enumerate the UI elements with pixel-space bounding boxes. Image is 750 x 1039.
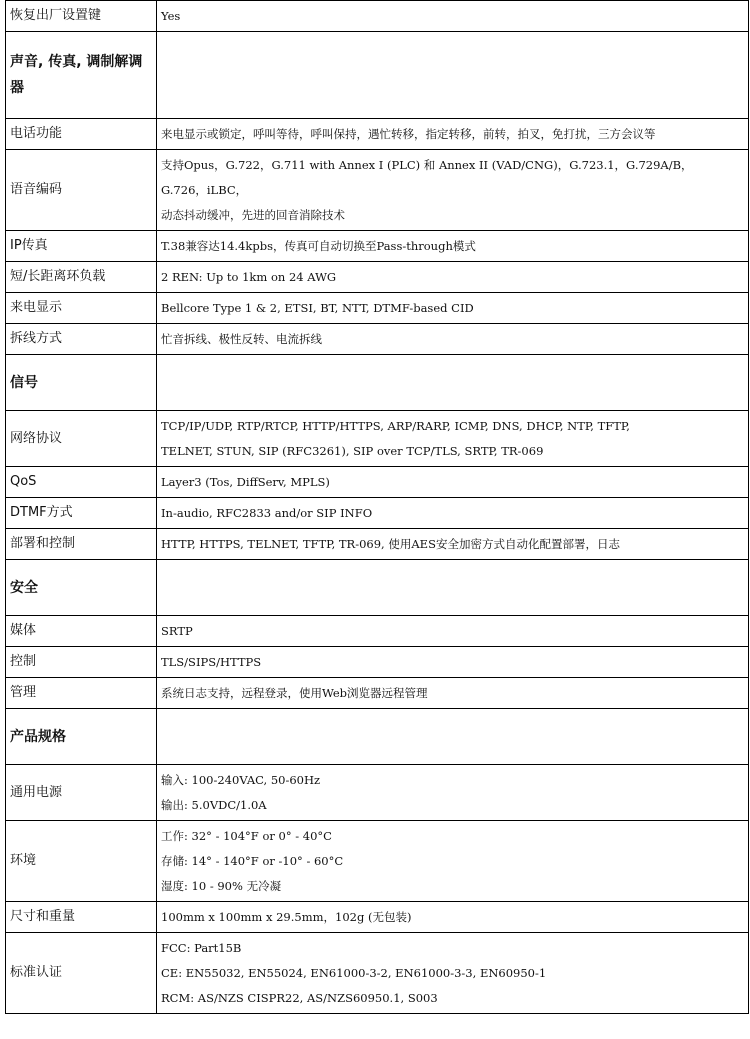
spec-row [6,933,749,1014]
spec-value-line: RCM: AS/NZS CISPR22, AS/NZS60950.1, S003 [161,990,438,1005]
spec-value [157,467,749,498]
spec-label: 标准认证 [6,933,157,1014]
spec-value-line: Bellcore Type 1 & 2, ETSI, BT, NTT, DTMF-based CID [161,301,474,315]
spec-row [6,411,749,467]
spec-value [157,765,749,821]
section-header-row [6,355,749,411]
spec-value [157,529,749,560]
spec-value-line: Yes [161,9,181,23]
spec-value-line: 忙音拆线、极性反转、电流拆线 [161,332,322,346]
spec-value [157,293,749,324]
spec-label: 控制 [6,647,157,678]
spec-value-line: CE: EN55032, EN55024, EN61000-3-2, EN61000-3-3, EN60950-1 [161,965,547,980]
spec-row [6,765,749,821]
spec-value [157,902,749,933]
spec-value-line: 来电显示或锁定，呼叫等待，呼叫保持，遇忙转移，指定转移，前转，拍叉，免打扰，三方会议等 [161,127,656,141]
spec-value [157,678,749,709]
spec-row [6,616,749,647]
spec-label: 媒体 [6,616,157,647]
spec-value [157,616,749,647]
spec-value-line: In-audio, RFC2833 and/or SIP INFO [161,506,373,520]
spec-value-line: TCP/IP/UDP, RTP/RTCP, HTTP/HTTPS, ARP/RARP, ICMP, DNS, DHCP, NTP, TFTP, [161,418,630,433]
spec-value-line: 输入: 100-240VAC, 50-60Hz [161,772,321,787]
spec-value [157,150,749,231]
spec-row [6,293,749,324]
section-blank-cell [157,709,749,765]
spec-row [6,529,749,560]
spec-value-line: G.726，iLBC， [161,182,248,197]
spec-value [157,119,749,150]
spec-row [6,231,749,262]
spec-label: 管理 [6,678,157,709]
spec-label: 环境 [6,821,157,902]
spec-value-line: Layer3 (Tos, DiffServ, MPLS) [161,475,330,489]
spec-row [6,1,749,32]
spec-label: 电话功能 [6,119,157,150]
spec-label: 拆线方式 [6,324,157,355]
spec-label: 网络协议 [6,411,157,467]
spec-row [6,150,749,231]
spec-value-line: 支持Opus，G.722，G.711 with Annex I (PLC) 和 Annex II (VAD/CNG)，G.723.1，G.729A/B， [161,157,693,172]
spec-value [157,411,749,467]
spec-value-line: 系统日志支持，远程登录，使用Web浏览器远程管理 [161,686,428,700]
spec-label: IP传真 [6,231,157,262]
spec-row [6,902,749,933]
spec-value-line: 工作: 32° - 104°F or 0° - 40°C [161,828,332,843]
spec-label: 通用电源 [6,765,157,821]
section-blank-cell [157,560,749,616]
section-header-row [6,32,749,119]
section-title: 产品规格 [6,709,157,765]
spec-label: 来电显示 [6,293,157,324]
spec-value-line: TELNET, STUN, SIP (RFC3261), SIP over TCP/TLS, SRTP, TR-069 [161,443,544,458]
spec-value-line: 输出: 5.0VDC/1.0A [161,797,267,812]
spec-value-line: FCC: Part15B [161,940,242,955]
spec-value [157,324,749,355]
spec-value [157,933,749,1014]
spec-value [157,498,749,529]
spec-row [6,647,749,678]
section-title: 声音, 传真, 调制解调器 [6,32,157,119]
section-title: 安全 [6,560,157,616]
spec-label: 尺寸和重量 [6,902,157,933]
spec-value [157,647,749,678]
section-header-row [6,560,749,616]
section-header-row [6,709,749,765]
spec-row [6,498,749,529]
spec-value-line: HTTP, HTTPS, TELNET, TFTP, TR-069, 使用AES安全加密方式自动化配置部署，日志 [161,537,620,551]
spec-label: QoS [6,467,157,498]
spec-row [6,119,749,150]
spec-value-line: 2 REN: Up to 1km on 24 AWG [161,270,337,284]
spec-label: 短/长距离环负载 [6,262,157,293]
spec-row [6,324,749,355]
spec-value-line: TLS/SIPS/HTTPS [161,655,262,669]
spec-label: 恢复出厂设置键 [6,1,157,32]
spec-value [157,262,749,293]
spec-table-body [6,1,749,1014]
spec-row [6,678,749,709]
spec-value-line: 100mm x 100mm x 29.5mm，102g (无包装) [161,910,412,924]
spec-label: 语音编码 [6,150,157,231]
spec-value-line: 湿度: 10 - 90% 无冷凝 [161,878,282,893]
spec-value-line: SRTP [161,624,193,638]
spec-value-line: 存储: 14° - 140°F or -10° - 60°C [161,853,344,868]
spec-label: 部署和控制 [6,529,157,560]
spec-label: DTMF方式 [6,498,157,529]
spec-row [6,262,749,293]
section-blank-cell [157,32,749,119]
spec-row [6,467,749,498]
spec-table [5,0,749,1014]
spec-value-line: 动态抖动缓冲，先进的回音消除技术 [161,207,345,222]
section-blank-cell [157,355,749,411]
section-title: 信号 [6,355,157,411]
spec-value [157,231,749,262]
spec-value [157,821,749,902]
spec-value-line: T.38兼容达14.4kpbs，传真可自动切换至Pass-through模式 [161,239,476,253]
spec-row [6,821,749,902]
spec-value [157,1,749,32]
